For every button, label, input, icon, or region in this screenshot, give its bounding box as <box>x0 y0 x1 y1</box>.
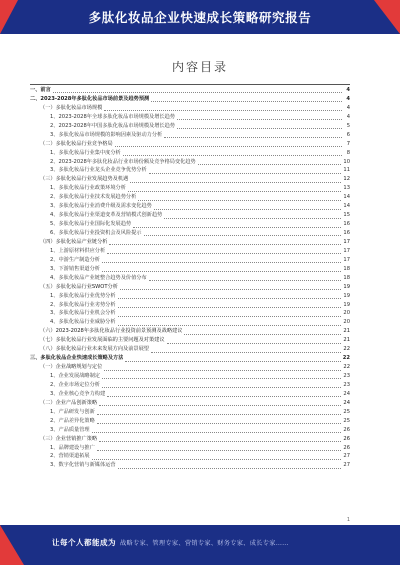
toc-entry[interactable] <box>30 140 350 149</box>
toc-entry-text: 2、2023-2028年中国多肽化妆品市场规模及增长趋势 <box>50 122 175 129</box>
toc-leader-dots <box>99 440 341 442</box>
toc-entry-page: 12 <box>343 176 350 183</box>
toc-leader-dots <box>128 190 341 192</box>
toc-entry-page: 8 <box>346 149 350 156</box>
page-footer <box>0 525 400 565</box>
toc-entry[interactable] <box>30 318 350 327</box>
toc-entry-text: （一）多肽化妆品市场规模 <box>40 104 103 111</box>
toc-entry-text: （一）企业战略规划与定位 <box>40 364 103 371</box>
toc-entry-page: 10 <box>343 158 350 165</box>
toc-leader-dots <box>130 181 341 183</box>
toc-entry[interactable] <box>30 247 350 256</box>
toc-entry-page: 7 <box>346 140 350 147</box>
toc-entry-page: 27 <box>343 462 350 469</box>
toc-entry-page: 4 <box>346 104 350 111</box>
toc-entry-page: 25 <box>343 417 350 424</box>
toc-entry[interactable] <box>30 283 350 292</box>
toc-leader-dots <box>144 234 342 236</box>
toc-entry[interactable] <box>30 417 350 426</box>
toc-entry-text: 3、多肽化妆品行业机会分析 <box>50 310 116 317</box>
toc-entry-page: 20 <box>343 319 350 326</box>
toc-leader-dots <box>102 270 341 272</box>
toc-leader-dots <box>107 252 341 254</box>
toc-entry-page: 17 <box>343 247 350 254</box>
toc-entry[interactable] <box>30 158 350 167</box>
toc-entry-text: 2、产品差异化策略 <box>50 417 95 424</box>
table-of-contents <box>30 86 350 470</box>
toc-entry-page: 13 <box>343 185 350 192</box>
toc-entry-page: 19 <box>343 283 350 290</box>
toc-entry-page: 21 <box>343 337 350 344</box>
toc-entry-page: 27 <box>343 453 350 460</box>
report-header <box>0 0 400 34</box>
toc-entry-page: 22 <box>343 364 350 371</box>
toc-entry-page: 26 <box>343 426 350 433</box>
toc-entry[interactable] <box>30 372 350 381</box>
header-red-accent-left <box>0 0 18 34</box>
toc-entry[interactable] <box>30 104 350 113</box>
toc-entry[interactable] <box>30 354 350 363</box>
toc-entry-text: 3、数字化营销与新媒体运营 <box>50 462 116 469</box>
toc-leader-dots <box>53 91 342 93</box>
toc-entry-page: 16 <box>343 230 350 236</box>
toc-entry-page: 17 <box>343 238 350 245</box>
toc-entry-text: 2、企业市场定位分析 <box>50 381 100 388</box>
toc-entry-page: 14 <box>343 203 350 210</box>
toc-entry-page: 22 <box>343 346 350 353</box>
toc-entry-text: 3、多肽化妆品行业消费升级及需求变化趋势 <box>50 203 152 210</box>
toc-entry[interactable] <box>30 265 350 274</box>
toc-leader-dots <box>184 333 341 335</box>
toc-entry[interactable] <box>30 345 350 354</box>
toc-entry-text: 1、多肽化妆品行业政策环境分析 <box>50 185 126 192</box>
toc-entry-text: 1、企业发展战略制定 <box>50 373 100 379</box>
toc-leader-dots <box>104 369 341 371</box>
toc-entry-text: 1、产品研发与创新 <box>50 408 95 415</box>
toc-entry[interactable] <box>30 229 350 238</box>
toc-leader-dots <box>92 458 342 460</box>
toc-entry-page: 15 <box>343 212 350 219</box>
toc-entry-text: （三）多肽化妆品行业发展趋势及机遇 <box>40 176 129 183</box>
toc-leader-dots <box>164 136 342 138</box>
toc-entry-page: 25 <box>343 408 350 415</box>
toc-entry-text: 3、产品质量管理 <box>50 426 90 433</box>
toc-entry-text: 6、多肽化妆品行业投资机会及风险提示 <box>50 230 142 236</box>
toc-entry-text: 5、多肽化妆品行业国际化发展趋势 <box>50 221 132 228</box>
toc-entry-text: 3、企业核心竞争力构建 <box>50 390 106 397</box>
toc-entry-page: 17 <box>343 256 350 263</box>
toc-entry[interactable] <box>30 452 350 461</box>
footer-slogan: 让每个人都能成为 <box>52 538 116 547</box>
toc-top-rule <box>30 84 350 85</box>
toc-entry-text: 1、多肽化妆品行业集中度分析 <box>50 149 121 156</box>
toc-leader-dots <box>102 377 341 379</box>
toc-entry-page: 18 <box>343 274 350 281</box>
toc-entry-text: （六）2023-2028年多肽化妆品行业投资前景预测及战略建议 <box>40 328 183 335</box>
toc-entry-text: （二）多肽化妆品行业竞争格局 <box>40 140 113 147</box>
toc-entry-text: 3、多肽化妆品行业龙头企业竞争优势分析 <box>50 167 147 174</box>
toc-leader-dots <box>102 261 341 263</box>
toc-entry-text: （七）多肽化妆品行业发展面临的主要问题及对策建议 <box>40 337 165 344</box>
toc-entry[interactable] <box>30 327 350 336</box>
toc-entry-text: 1、上游原材料供应分析 <box>50 247 106 254</box>
report-title: 多肽化妆品企业快速成长策略研究报告 <box>88 10 312 25</box>
toc-entry[interactable] <box>30 149 350 158</box>
toc-leader-dots <box>118 315 342 317</box>
toc-entry-page: 6 <box>346 131 350 138</box>
toc-leader-dots <box>118 467 342 469</box>
toc-entry-text: 4、多肽化妆品产业链整合趋势及价值分布 <box>50 274 147 281</box>
toc-entry-page: 14 <box>343 194 350 201</box>
toc-entry-text: 1、多肽化妆品行业优势分析 <box>50 292 116 299</box>
toc-leader-dots <box>109 243 341 245</box>
toc-leader-dots <box>164 217 341 219</box>
toc-entry[interactable] <box>30 95 350 104</box>
toc-entry-page: 24 <box>343 399 350 406</box>
toc-entry[interactable] <box>30 426 350 435</box>
toc-leader-dots <box>97 413 342 415</box>
toc-leader-dots <box>149 172 342 174</box>
toc-entry-page: 4 <box>346 87 350 93</box>
toc-leader-dots <box>154 208 342 210</box>
toc-entry-page: 11 <box>343 167 350 174</box>
toc-leader-dots <box>149 279 342 281</box>
toc-entry[interactable] <box>30 256 350 265</box>
toc-entry[interactable] <box>30 336 350 345</box>
toc-entry-text: 2、多肽化妆品行业技术发展趋势分析 <box>50 194 137 201</box>
header-red-accent-right <box>374 0 400 34</box>
toc-leader-dots <box>123 154 342 156</box>
footer-roles: 战略专家、管理专家、营销专家、财务专家、成长专家…… <box>120 540 289 547</box>
toc-entry-text: 3、多肽化妆品市场规模的影响因素及驱动力分析 <box>50 131 163 138</box>
toc-entry-text: （三）企业营销推广策略 <box>40 435 98 442</box>
toc-entry-text: （五）多肽化妆品行业SWOT分析 <box>40 283 118 290</box>
toc-entry-text: 2、多肽化妆品行业劣势分析 <box>50 301 116 308</box>
toc-entry[interactable] <box>30 86 350 95</box>
toc-entry-text: 4、多肽化妆品行业威胁分析 <box>50 319 116 326</box>
toc-leader-dots <box>97 449 342 451</box>
toc-entry[interactable] <box>30 309 350 318</box>
toc-entry-text: 3、下游销售渠道分析 <box>50 265 100 272</box>
page-number: 1 <box>346 517 350 523</box>
toc-leader-dots <box>104 109 342 111</box>
toc-entry-text: 2、营销渠道拓展 <box>50 453 90 460</box>
toc-entry[interactable] <box>30 175 350 184</box>
toc-entry[interactable] <box>30 184 350 193</box>
toc-entry[interactable] <box>30 301 350 310</box>
toc-entry[interactable] <box>30 444 350 453</box>
toc-leader-dots <box>177 118 342 120</box>
toc-entry-page: 23 <box>343 373 350 379</box>
toc-entry-page: 16 <box>343 221 350 228</box>
toc-leader-dots <box>177 127 342 129</box>
toc-entry[interactable] <box>30 202 350 211</box>
toc-entry[interactable] <box>30 166 350 175</box>
footer-red-accent <box>0 525 24 565</box>
toc-entry-page: 18 <box>343 265 350 272</box>
toc-entry-page: 4 <box>346 113 350 120</box>
toc-entry-text: 二、2023-2028年多肽化妆品市场前景及趋势预测 <box>30 95 150 102</box>
toc-entry-text: 2、2023-2028年多肽化妆品行业市场份额及竞争格局变化趋势 <box>50 158 196 165</box>
toc-heading: 内容目录 <box>171 60 228 74</box>
toc-entry[interactable] <box>30 461 350 470</box>
toc-leader-dots <box>198 163 342 165</box>
toc-entry-text: 1、品牌建设与推广 <box>50 444 95 451</box>
toc-entry[interactable] <box>30 220 350 229</box>
toc-entry-page: 26 <box>343 444 350 451</box>
toc-leader-dots <box>167 342 342 344</box>
toc-leader-dots <box>118 297 342 299</box>
toc-entry-page: 4 <box>346 95 350 102</box>
toc-leader-dots <box>99 404 341 406</box>
toc-leader-dots <box>97 422 342 424</box>
toc-entry-text: 4、多肽化妆品行业渠道变革及营销模式创新趋势 <box>50 212 163 219</box>
toc-leader-dots <box>115 145 342 147</box>
toc-entry[interactable] <box>30 131 350 140</box>
toc-entry-page: 24 <box>343 390 350 397</box>
toc-entry-page: 23 <box>343 381 350 388</box>
toc-leader-dots <box>138 199 341 201</box>
toc-leader-dots <box>125 360 340 362</box>
toc-leader-dots <box>120 288 341 290</box>
toc-entry[interactable] <box>30 274 350 283</box>
toc-entry[interactable] <box>30 211 350 220</box>
toc-leader-dots <box>92 431 342 433</box>
toc-leader-dots <box>118 306 342 308</box>
toc-entry[interactable] <box>30 238 350 247</box>
toc-leader-dots <box>102 386 341 388</box>
toc-entry[interactable] <box>30 435 350 444</box>
toc-entry[interactable] <box>30 363 350 372</box>
toc-entry-page: 20 <box>343 310 350 317</box>
toc-leader-dots <box>151 351 341 353</box>
toc-leader-dots <box>151 100 342 102</box>
toc-entry[interactable] <box>30 292 350 301</box>
toc-entry-text: 三、多肽化妆品企业快速成长策略及方法 <box>30 355 124 362</box>
toc-entry-text: （八）多肽化妆品行业未来发展方向及前景展望 <box>40 346 149 353</box>
toc-entry[interactable] <box>30 399 350 408</box>
toc-entry-page: 5 <box>346 122 350 129</box>
toc-entry[interactable] <box>30 193 350 202</box>
toc-entry-text: （二）企业产品创新策略 <box>40 399 98 406</box>
toc-entry[interactable] <box>30 113 350 122</box>
toc-entry[interactable] <box>30 381 350 390</box>
toc-entry-page: 19 <box>343 292 350 299</box>
toc-leader-dots <box>133 226 341 228</box>
toc-leader-dots <box>118 324 342 326</box>
toc-entry-page: 19 <box>343 301 350 308</box>
toc-entry-page: 26 <box>343 435 350 442</box>
toc-entry-text: 2、中游生产制造分析 <box>50 256 100 263</box>
toc-entry-page: 22 <box>342 355 350 362</box>
toc-leader-dots <box>107 395 341 397</box>
toc-entry-text: 1、2023-2028年全球多肽化妆品市场规模及增长趋势 <box>50 113 175 120</box>
toc-entry[interactable] <box>30 408 350 417</box>
toc-entry-text: 一、前言 <box>30 87 51 93</box>
toc-entry-page: 21 <box>343 328 350 335</box>
toc-entry[interactable] <box>30 390 350 399</box>
toc-entry[interactable] <box>30 122 350 131</box>
toc-entry-text: （四）多肽化妆品产业链分析 <box>40 238 108 245</box>
